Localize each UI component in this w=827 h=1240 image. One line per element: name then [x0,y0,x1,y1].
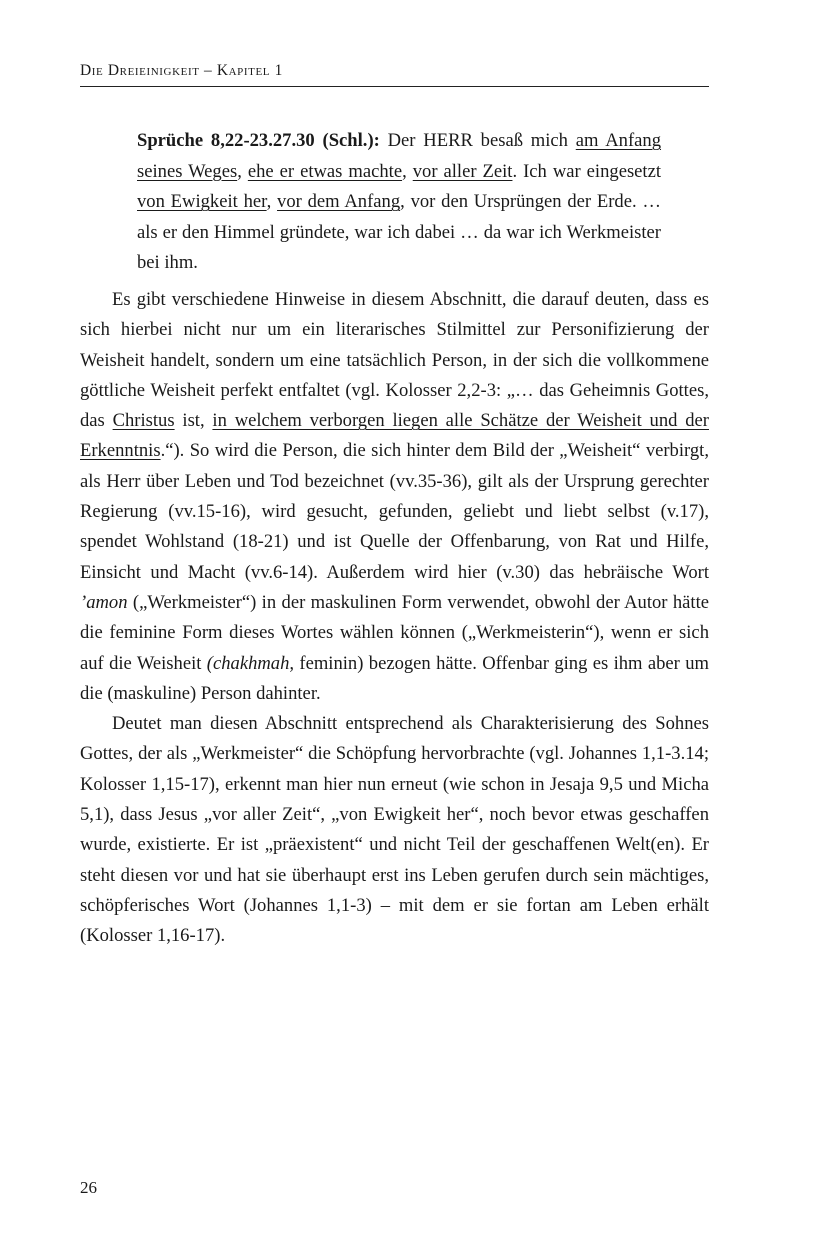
quote-text: Der HERR besaß mich [379,130,576,151]
quote-underlined: vor dem Anfang [277,191,401,213]
quote-underlined: am Anfang seines Weges [137,130,662,182]
quote-text: , [402,160,413,182]
page-number: 26 [80,1178,97,1197]
scripture-quote [137,126,661,279]
paragraph-text: Es gibt verschiedene Hinweise in diesem Abschnitt, die darauf deuten, dass es sich hierbei nicht nur um ein literarisches Stilmittel zur Personifizierung der Weisheit handelt, sondern um eine tatsächlich Person, in der sich die vollkommene göttliche Weisheit perfekt entfaltet (vgl. Kolosser 2,2-3: „… das Geheimnis Gottes, das [80,289,709,432]
quote-text: , vor den Ursprüngen der Erde. … als er den Himmel gründete, war ich dabei … da war ich Werkmeister bei ihm. [137,191,661,274]
quote-reference: Sprüche 8,22-23.27.30 (Schl.): [137,130,380,151]
paragraph-2: Deutet man diesen Abschnitt entsprechend als Charakterisierung des Sohnes Gottes, der als „Werkmeister“ die Schöpfung hervorbrachte (vgl. Johannes 1,1-3.14; Kolosser 1,15-17), erkennt man hier nun erneut (wie schon in Jesaja 9,5 und Micha 5,1), dass Jesus „vor aller Zeit“, „von Ewigkeit her“, noch bevor etwas geschaffen wurde, existierte. Er ist „präexistent“ und nicht Teil der geschaffenen Welt(en). Er steht diesen vor und hat sie überhaupt erst ins Leben gerufen durch sein mächtiges, schöpferisches Wort (Johannes 1,1-3) – mit dem er sie fortan am Leben erhält (Kolosser 1,16-17). [80,713,709,947]
quote-text: . Ich war eingesetzt [512,160,662,182]
paragraph-text: ist, [174,410,213,432]
italic-term: (chakhmah, [206,652,295,674]
quote-text: , [266,191,278,213]
paragraph-text: feminin) bezogen hätte. Offenbar ging es ihm aber um die (maskuline) Person dahinter. [80,652,709,704]
underlined-text: Christus [112,410,175,432]
quote-underlined: ehe er etwas machte [247,160,403,182]
paragraph-1 [80,285,709,709]
paragraph-text: („Werkmeister“) in der maskulinen Form verwendet, obwohl der Autor hätte die feminine Form dieses Wortes wählen können („Werkmeisterin“), wenn er sich auf die Weisheit [80,591,709,674]
body-text [80,285,709,952]
quote-underlined: vor aller Zeit [412,160,513,182]
paragraph-text: .“). So wird die Person, die sich hinter dem Bild der „Weisheit“ verbirgt, als Herr über Leben und Tod bezeichnet (vv.35-36), gilt als der Ursprung gerechter Regierung (vv.15-16), wird gesucht, gefunden, geliebt und liebt selbst (v.17), spendet Wohlstand (18-21) und ist Quelle der Offenbarung, von Rat und Hilfe, Einsicht und Macht (vv.6-14). Außerdem wird hier (v.30) das hebräische Wort [80,440,709,583]
quote-text: , [237,160,248,182]
running-head: Die Dreieinigkeit – Kapitel 1 [80,62,709,87]
underlined-text: in welchem verborgen liegen alle Schätze der Weisheit und der Erkenntnis [80,410,709,462]
italic-term: ’amon [80,591,128,613]
quote-underlined: von Ewigkeit her [137,191,267,213]
